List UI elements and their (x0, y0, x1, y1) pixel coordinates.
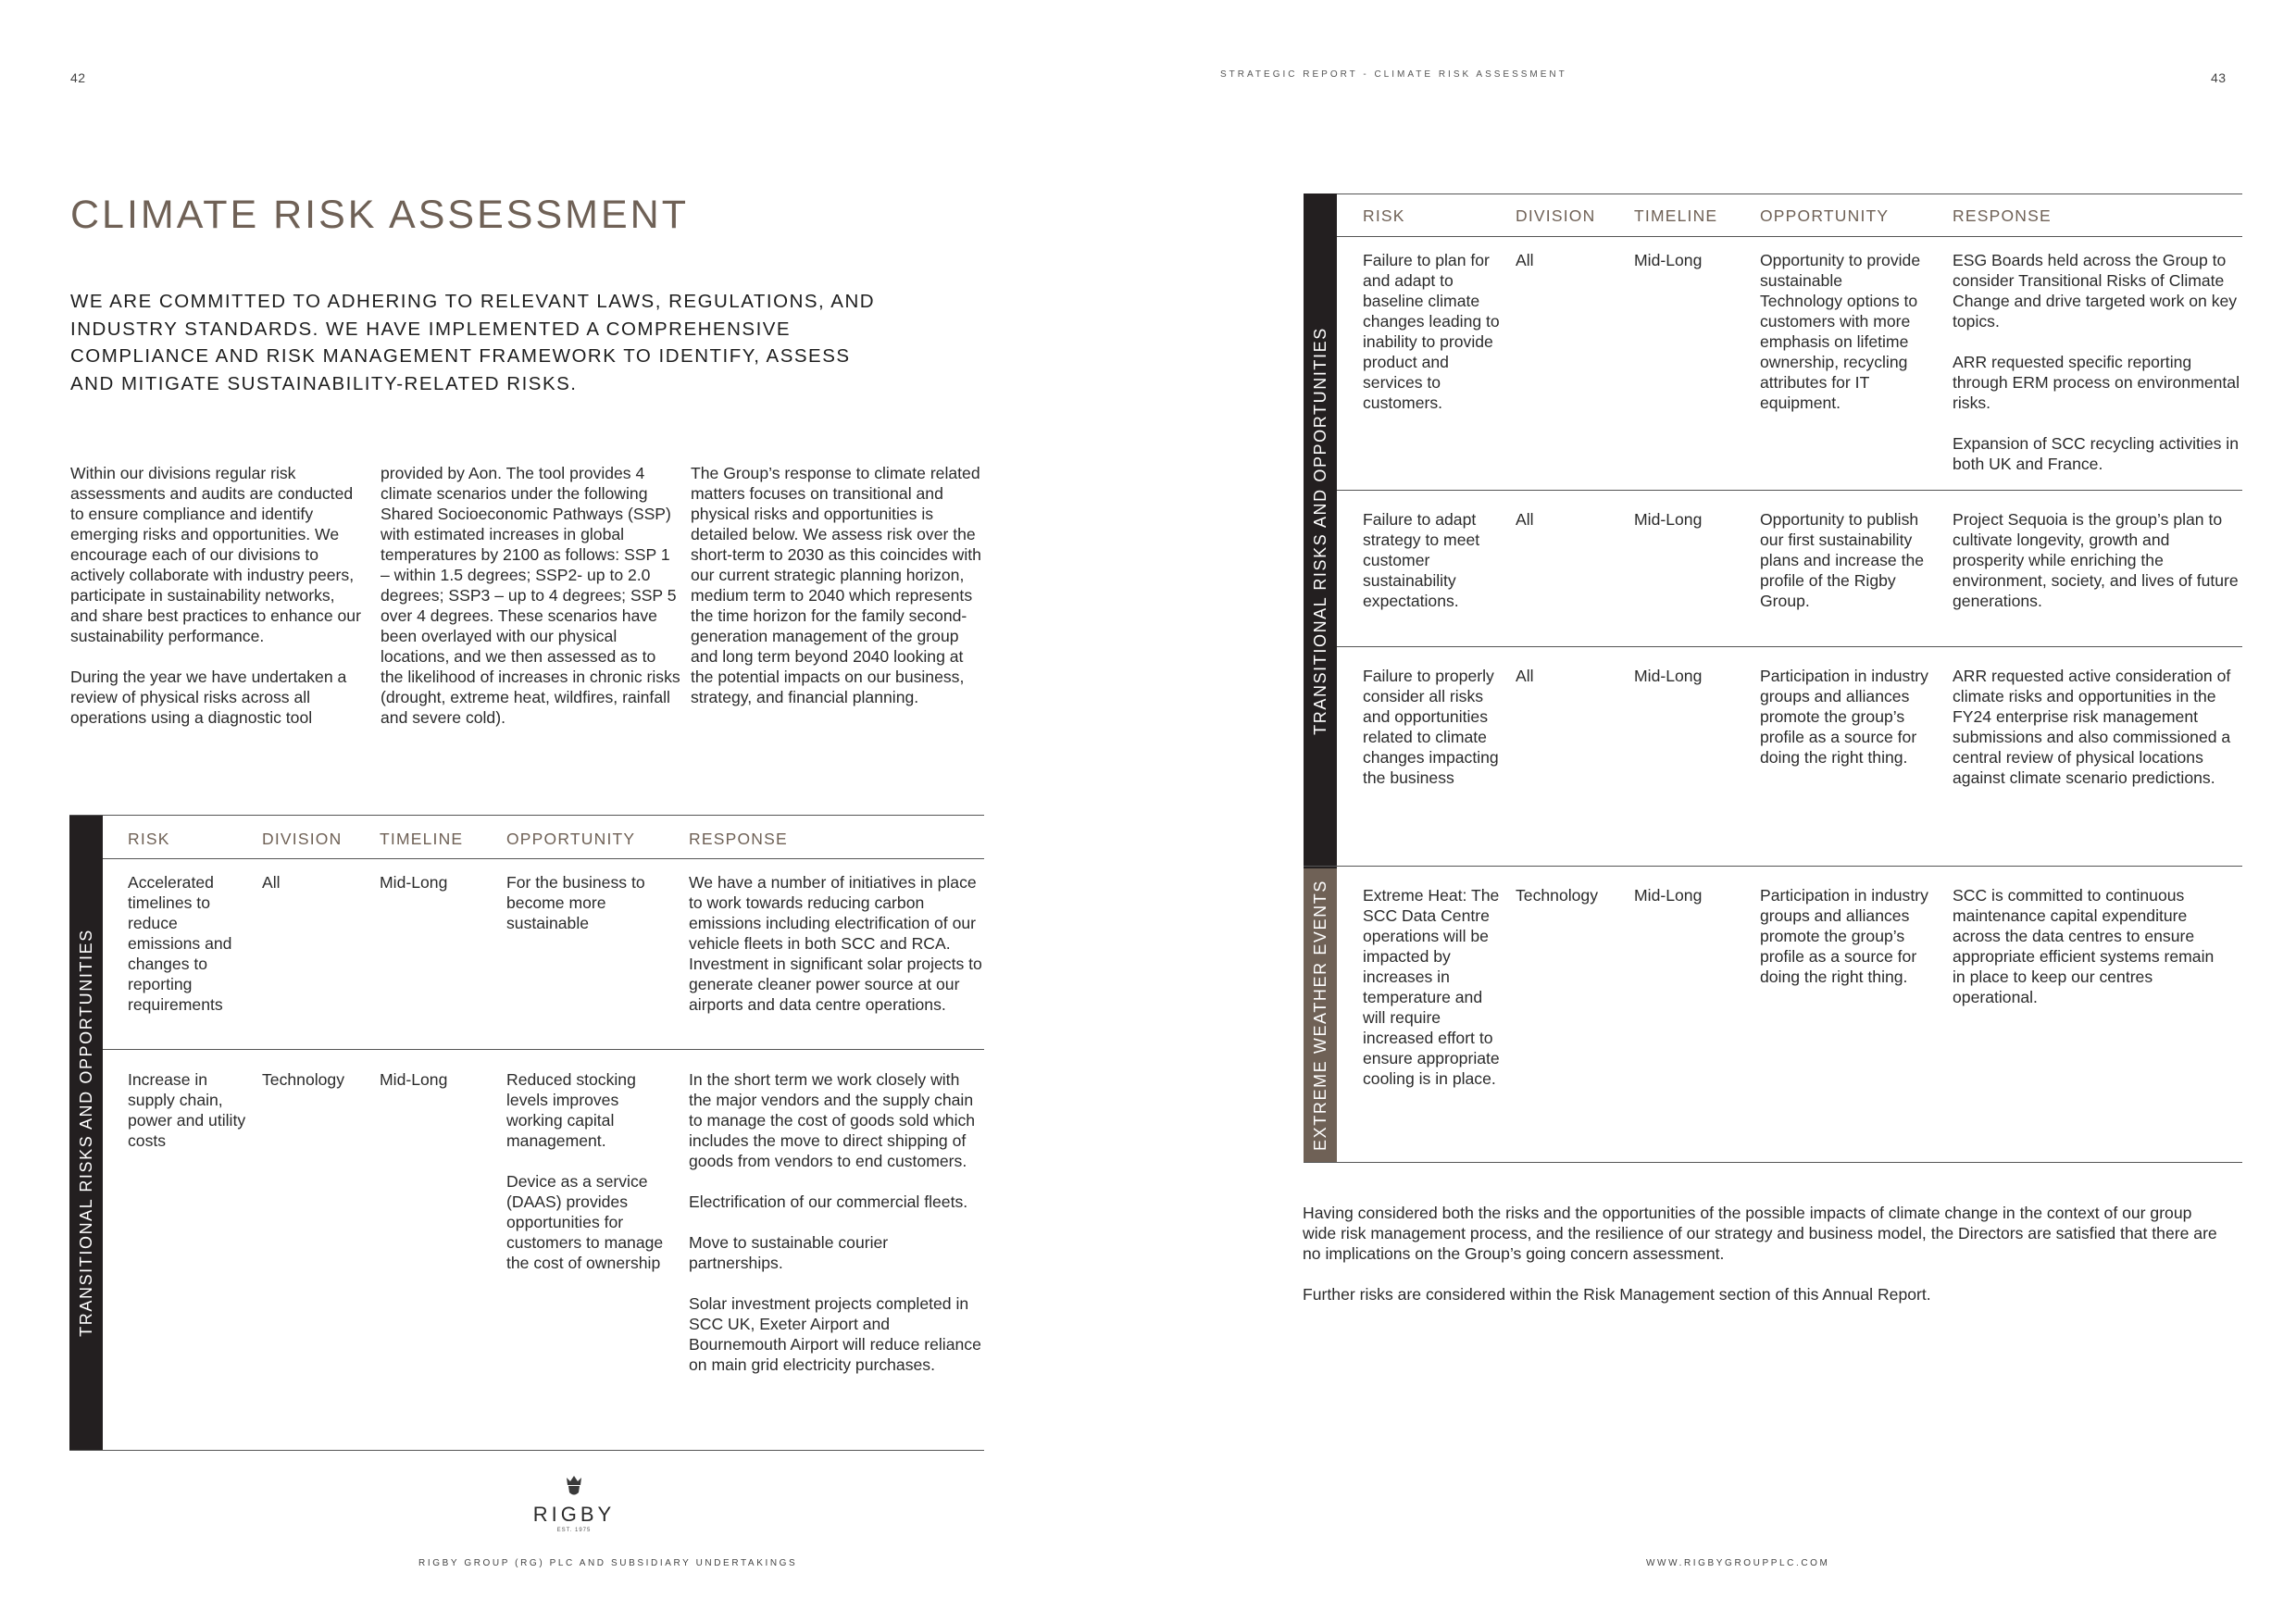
response-paragraph: We have a number of initiatives in place to work towards reducing carbon emissions including electrification of our vehicle fleets in both SCC and RCA. Investment in significant solar projects to generate cleaner power source at our airports and data centre operations. (689, 873, 982, 1014)
column-header-risk: RISK (128, 830, 170, 848)
table-row-opportunity (506, 1069, 673, 1273)
table-row-division: Technology (1516, 886, 1599, 905)
page-title: CLIMATE RISK ASSESSMENT (70, 193, 689, 237)
footer-left: RIGBY GROUP (RG) PLC AND SUBSIDIARY UNDERTAKINGS (418, 1558, 798, 1568)
column-header-timeline: TIMELINE (380, 830, 464, 848)
table-row-opportunity (1760, 885, 1931, 987)
response-paragraph: Expansion of SCC recycling activities in both UK and France. (1953, 434, 2239, 473)
table-rule (1304, 1162, 2242, 1163)
column-header-risk: RISK (1363, 206, 1405, 225)
column-header-division: DIVISION (1516, 206, 1596, 225)
column-header-division: DIVISION (262, 830, 343, 848)
column-header-opportunity: OPPORTUNITY (1760, 206, 1890, 225)
table-row-timeline: Mid-Long (1634, 667, 1703, 685)
table-row-timeline: Mid-Long (380, 873, 448, 892)
response-paragraph: Project Sequoia is the group’s plan to cultivate longevity, growth and prosperity while enriching the environment, society, and lives of future generations. (1953, 510, 2239, 610)
logo-wordmark: RIGBY (532, 1503, 616, 1526)
table-row-opportunity (506, 872, 682, 933)
table-row-timeline: Mid-Long (1634, 251, 1703, 269)
section-label-transitional-left: TRANSITIONAL RISKS AND OPPORTUNITIES (76, 928, 95, 1337)
table-rule (103, 1049, 984, 1050)
footer-right: WWW.RIGBYGROUPPLC.COM (1646, 1558, 1830, 1568)
table-row-response (1953, 885, 2230, 1007)
column-header-response: RESPONSE (689, 830, 788, 848)
intro-column-1 (70, 463, 365, 728)
table-row-timeline: Mid-Long (1634, 886, 1703, 905)
table-row-response (1953, 666, 2242, 788)
table-row-division: All (1516, 667, 1534, 685)
column-header-response: RESPONSE (1953, 206, 2052, 225)
column-header-opportunity: OPPORTUNITY (506, 830, 636, 848)
further-risks-note: Further risks are considered within the Risk Management section of this Annual Report. (1303, 1285, 1931, 1304)
table-row-risk: Extreme Heat: The SCC Data Centre operations will be impacted by increases in temperature and will require increased effort to ensure appropriate cooling is in place. (1363, 886, 1500, 1088)
table-rule (69, 815, 984, 816)
response-paragraph: Solar investment projects completed in SCC UK, Exeter Airport and Bournemouth Airport will reduce reliance on main grid electricity purchases. (689, 1294, 981, 1374)
table-rule (1337, 646, 2242, 647)
rigby-logo (509, 1474, 639, 1533)
table-row-risk: Failure to plan for and adapt to baseline climate changes leading to inability to provide product and services to customers. (1363, 251, 1500, 412)
table-rule (1304, 866, 2242, 867)
table-row-timeline: Mid-Long (1634, 510, 1703, 529)
table-row-division: All (1516, 251, 1534, 269)
response-paragraph: ARR requested active consideration of climate risks and opportunities in the FY24 enterprise risk management submissions and also commissioned a central review of physical locations against climate scenario predictions. (1953, 667, 2231, 787)
intro-statement: WE ARE COMMITTED TO ADHERING TO RELEVANT LAWS, REGULATIONS, AND INDUSTRY STANDARDS. WE HAVE IMPLEMENTED A COMPREHENSIVE COMPLIANCE AND RISK MANAGEMENT FRAMEWORK TO IDENTIFY, ASSESS AND MITIGATE SUSTAINABILITY-RELATED RISKS. (70, 291, 876, 394)
section-label-extreme-weather: EXTREME WEATHER EVENTS (1310, 880, 1329, 1151)
opportunity-paragraph: Device as a service (DAAS) provides opportunities for customers to manage the cost of ownership (506, 1172, 664, 1272)
response-paragraph: ARR requested specific reporting through ERM process on environmental risks. (1953, 353, 2240, 412)
response-paragraph: Electrification of our commercial fleets. (689, 1192, 968, 1211)
table-row-response (689, 872, 983, 1015)
opportunity-paragraph: Participation in industry groups and alliances promote the group’s profile as a source for doing the right thing. (1760, 667, 1928, 767)
closing-notes (1303, 1203, 2228, 1305)
table-row-risk: Failure to properly consider all risks and opportunities related to climate changes impacting the business (1363, 667, 1499, 787)
table-row-opportunity (1760, 250, 1927, 413)
going-concern-statement: Having considered both the risks and the opportunities of the possible impacts of climate change in the context of our group wide risk management process, and the resilience of our strategy and business model, the Directors are satisfied that there are no implications on the Group’s going concern assessment. (1303, 1204, 2217, 1263)
table-rule (69, 1450, 984, 1451)
table-row-risk: Failure to adapt strategy to meet customer sustainability expectations. (1363, 510, 1480, 610)
response-paragraph: In the short term we work closely with the major vendors and the supply chain to manage the cost of goods sold which includes the move to direct shipping of goods from vendors to end customers. (689, 1070, 976, 1170)
section-bar-transitional-left (69, 815, 103, 1450)
opportunity-paragraph: Participation in industry groups and alliances promote the group’s profile as a source for doing the right thing. (1760, 886, 1928, 986)
response-paragraph: ESG Boards held across the Group to consider Transitional Risks of Climate Change and drive targeted work on key topics. (1953, 251, 2238, 331)
intro-column-3 (691, 463, 985, 707)
table-row-timeline: Mid-Long (380, 1070, 448, 1089)
response-paragraph: Move to sustainable courier partnerships. (689, 1233, 889, 1272)
intro-col2-paragraph: provided by Aon. The tool provides 4 climate scenarios under the following Shared Socioeconomic Pathways (SSP) with estimated increases in global temperatures by 2100 as follows: SSP 1 – within 1.5 degrees; SSP2- up to 2.0 degrees; SSP3 – up to 4 degrees; SSP 5 over 4 degrees. These scenarios have been overlayed with our physical locations, and we then assessed as to the likelihood of increases in chronic risks (drought, extreme heat, wildfires, rainfall and severe cold). (381, 464, 680, 727)
intro-col1-paragraph-1: Within our divisions regular risk assessments and audits are conducted to ensure compliance and identify emerging risks and opportunities. We encourage each of our divisions to actively collaborate with industry peers, participate in sustainability networks, and share best practices to enhance our sustainability performance. (70, 464, 361, 645)
table-rule (1337, 490, 2242, 491)
table-row-risk: Increase in supply chain, power and utility costs (128, 1070, 246, 1150)
page-number-right: 43 (2211, 70, 2227, 85)
table-row-division: Technology (262, 1070, 345, 1089)
section-bar-extreme-weather (1304, 868, 1337, 1162)
page-number-left: 42 (70, 70, 86, 85)
opportunity-paragraph: For the business to become more sustainable (506, 873, 645, 932)
intro-col3-paragraph: The Group’s response to climate related matters focuses on transitional and physical risks and opportunities is detailed below. We assess risk over the short-term to 2030 as this coincides with our current strategic planning horizon, medium term to 2040 which represents the time horizon for the family second-generation management of the group and long term beyond 2040 looking at the potential impacts on our business, strategy, and financial planning. (691, 464, 981, 706)
table-row-opportunity (1760, 509, 1927, 611)
table-rule (1337, 236, 2242, 237)
table-rule (103, 858, 984, 859)
table-row-division: All (262, 873, 281, 892)
crest-icon (563, 1474, 585, 1498)
response-paragraph: SCC is committed to continuous maintenance capital expenditure across the data centres to ensure appropriate efficient systems remain in place to keep our centres operational. (1953, 886, 2215, 1006)
column-header-timeline: TIMELINE (1634, 206, 1718, 225)
section-label-transitional-right: TRANSITIONAL RISKS AND OPPORTUNITIES (1310, 327, 1329, 735)
intro-col1-paragraph-2: During the year we have undertaken a review of physical risks across all operations using a diagnostic tool (70, 668, 347, 727)
running-head: STRATEGIC REPORT - CLIMATE RISK ASSESSMENT (1220, 69, 1567, 80)
opportunity-paragraph: Opportunity to provide sustainable Technology options to customers with more emphasis on lifetime ownership, recycling attributes for IT equipment. (1760, 251, 1921, 412)
section-bar-transitional-right (1304, 194, 1337, 868)
table-row-response (1953, 250, 2242, 474)
table-row-opportunity (1760, 666, 1931, 768)
table-row-division: All (1516, 510, 1534, 529)
table-row-response (1953, 509, 2242, 611)
opportunity-paragraph: Opportunity to publish our first sustainability plans and increase the profile of the Rigby Group. (1760, 510, 1925, 610)
intro-column-2 (381, 463, 680, 728)
opportunity-paragraph: Reduced stocking levels improves working capital management. (506, 1070, 636, 1150)
table-row-response (689, 1069, 983, 1375)
logo-established: EST. 1975 (556, 1528, 592, 1533)
table-row-risk: Accelerated timelines to reduce emissions and changes to reporting requirements (128, 873, 232, 1014)
